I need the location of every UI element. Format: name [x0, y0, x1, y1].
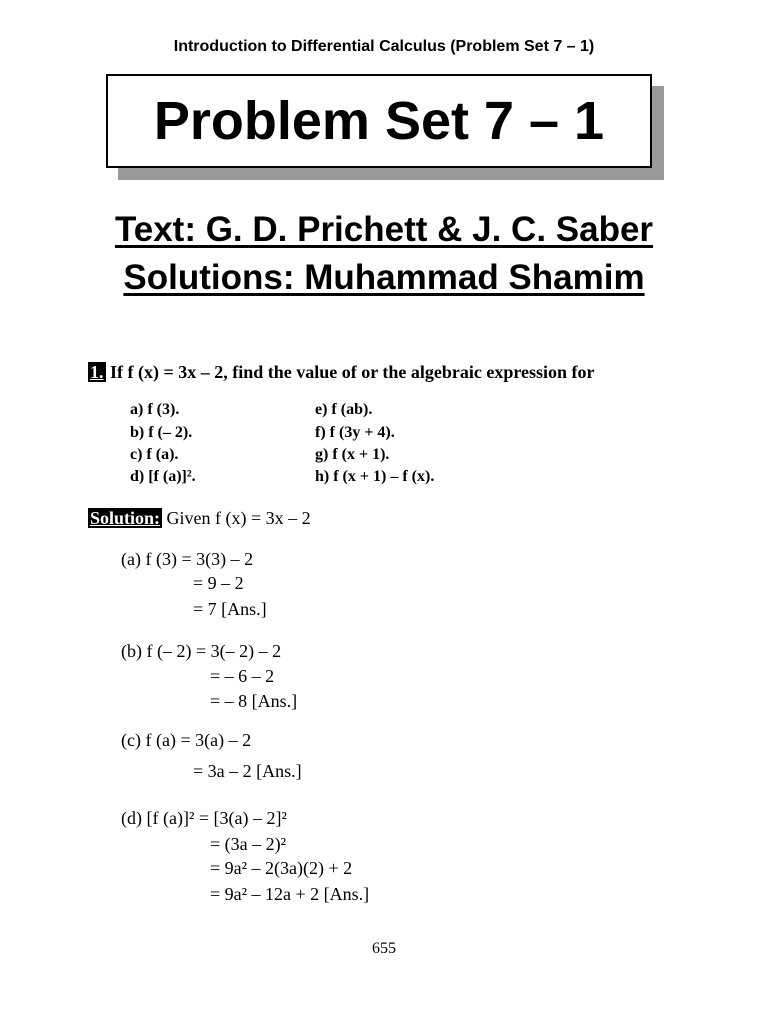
solution-b-line-3: = – 8 [Ans.]	[210, 691, 298, 711]
solution-c-line-1: (c) f (a) = 3(a) – 2	[121, 730, 252, 750]
solution-b-line-2: = – 6 – 2	[210, 666, 275, 686]
text-credit: Text: G. D. Prichett & J. C. Saber	[114, 210, 654, 249]
part-g: g) f (x + 1).	[315, 446, 390, 463]
solution-d-line-1: (d) [f (a)]² = [3(a) – 2]²	[121, 808, 287, 828]
problem-number: 1.	[90, 362, 104, 382]
solution-d-line-3: = 9a² – 2(3a)(2) + 2	[210, 858, 353, 878]
solution-c-line-2: = 3a – 2 [Ans.]	[193, 761, 302, 781]
part-b: b) f (– 2).	[130, 424, 193, 441]
solutions-credit: Solutions: Muhammad Shamim	[123, 258, 645, 297]
title-box	[106, 74, 652, 168]
document-header: Introduction to Differential Calculus (Problem Set 7 – 1)	[173, 38, 595, 55]
part-h: h) f (x + 1) – f (x).	[315, 468, 435, 485]
solution-a-line-2: = 9 – 2	[193, 573, 244, 593]
problem-text: If f (x) = 3x – 2, find the value of or the algebraic expression for	[105, 362, 595, 382]
solution-a-line-1: (a) f (3) = 3(3) – 2	[121, 549, 254, 569]
solution-given: Given f (x) = 3x – 2	[162, 508, 311, 528]
solution-label: Solution:	[90, 508, 161, 528]
solution-a-line-3: = 7 [Ans.]	[193, 599, 267, 619]
solution-d-line-2: = (3a – 2)²	[210, 834, 287, 854]
solution-header	[88, 508, 311, 529]
part-a: a) f (3).	[130, 401, 180, 418]
part-f: f) f (3y + 4).	[315, 424, 395, 441]
solution-d-line-4: = 9a² – 12a + 2 [Ans.]	[210, 884, 370, 904]
solution-b-line-1: (b) f (– 2) = 3(– 2) – 2	[121, 641, 282, 661]
problem-statement	[88, 362, 595, 383]
page-number: 655	[372, 940, 396, 957]
part-d: d) [f (a)]².	[130, 468, 196, 485]
part-e: e) f (ab).	[315, 401, 373, 418]
page-title: Problem Set 7 – 1	[153, 91, 605, 151]
part-c: c) f (a).	[130, 446, 179, 463]
